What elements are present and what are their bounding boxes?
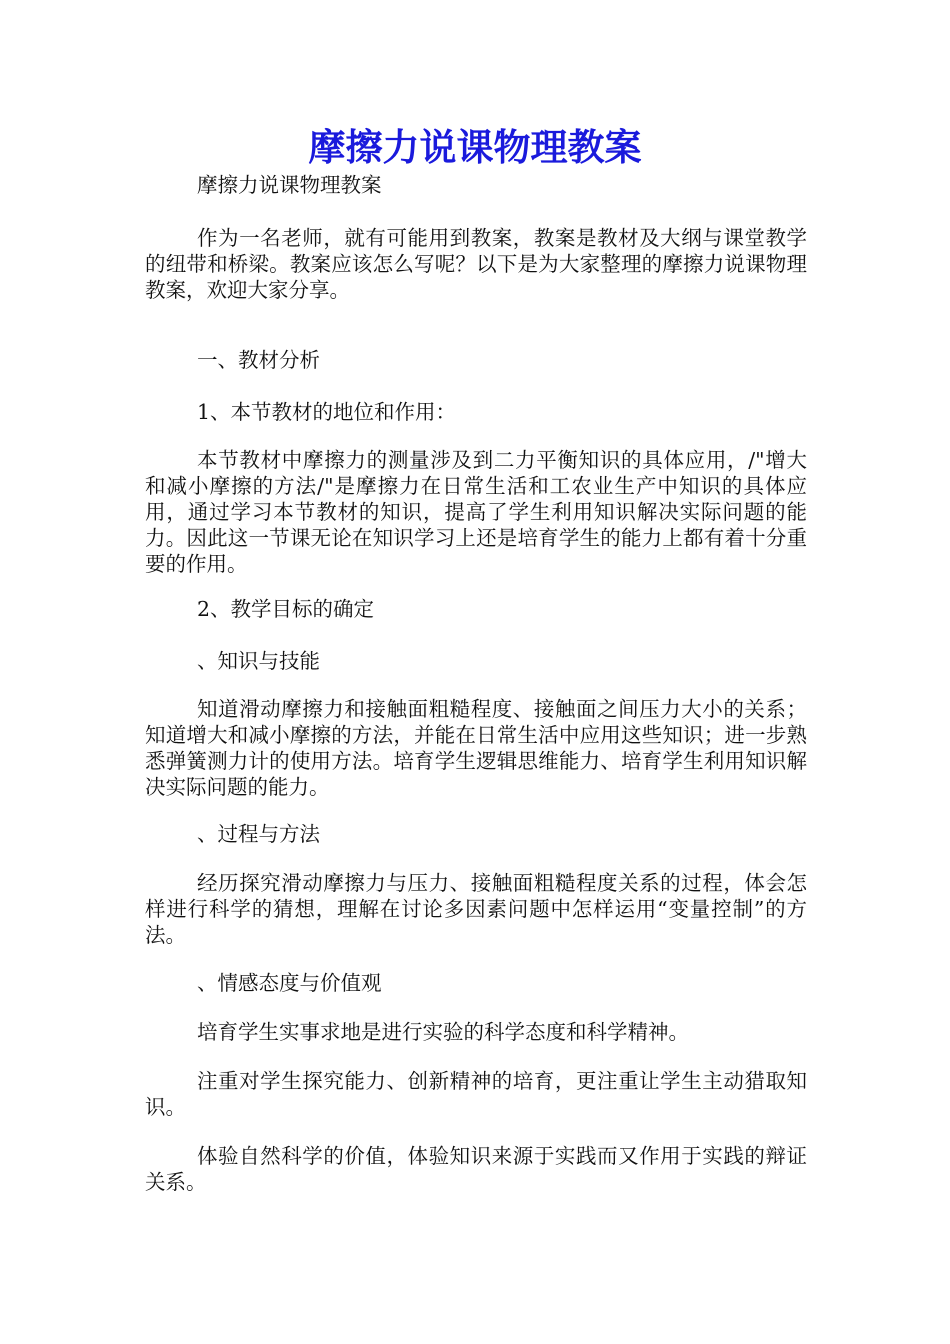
paragraph-process-methods: 经历探究滑动摩擦力与压力、接触面粗糙程度关系的过程，体会怎样进行科学的猜想，理解在讨论多因素问题中怎样运用“变量控制”的方法。 xyxy=(145,871,807,947)
heading-knowledge-skills: 、知识与技能 xyxy=(197,649,320,673)
paragraph-intro: 作为一名老师，就有可能用到教案，教案是教材及大纲与课堂教学的纽带和桥梁。教案应该怎么写呢？以下是为大家整理的摩擦力说课物理教案，欢迎大家分享。 xyxy=(145,226,807,302)
heading-teaching-goals: 2、教学目标的确定 xyxy=(197,597,375,621)
paragraph-science-value: 体验自然科学的价值，体验知识来源于实践而又作用于实践的辩证关系。 xyxy=(145,1144,807,1194)
heading-textbook-analysis: 一、教材分析 xyxy=(197,348,320,372)
heading-attitudes-values: 、情感态度与价值观 xyxy=(197,971,382,995)
paragraph-position-and-role: 本节教材中摩擦力的测量涉及到二力平衡知识的具体应用，/"增大和减小摩擦的方法/"是摩擦力在日常生活和工农业生产中知识的具体应用，通过学习本节教材的知识，提高了学生利用知识解决实际问题的能力。因此这一节课无论在知识学习上还是培育学生的能力上都有着十分重要的作用。 xyxy=(145,448,807,576)
heading-process-methods: 、过程与方法 xyxy=(197,822,320,846)
paragraph-knowledge-skills: 知道滑动摩擦力和接触面粗糙程度、接触面之间压力大小的关系；知道增大和减小摩擦的方法，并能在日常生活中应用这些知识；进一步熟悉弹簧测力计的使用方法。培育学生逻辑思维能力、培育学生利用知识解决实际问题的能力。 xyxy=(145,697,807,799)
paragraph-inquiry-innovation: 注重对学生探究能力、创新精神的培育，更注重让学生主动猎取知识。 xyxy=(145,1069,807,1119)
document-title: 摩擦力说课物理教案 xyxy=(308,126,642,169)
document-subtitle: 摩擦力说课物理教案 xyxy=(197,173,382,197)
paragraph-scientific-attitude: 培育学生实事求地是进行实验的科学态度和科学精神。 xyxy=(197,1020,689,1044)
heading-position-and-role: 1、本节教材的地位和作用： xyxy=(197,400,457,424)
